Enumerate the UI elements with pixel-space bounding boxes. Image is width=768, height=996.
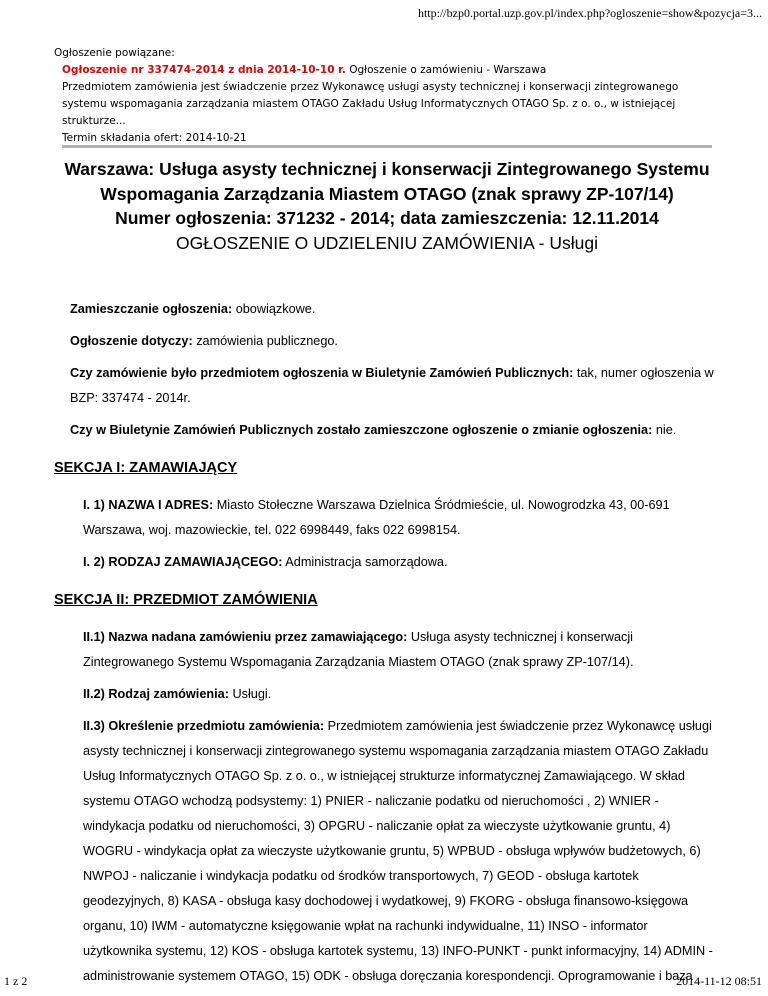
contract-scope: II.3) Określenie przedmiotu zamówienia: Przedmiotem zamówienia jest świadczenie przez Wykonawcę usługi asysty technicznej i konserwacji zintegrowanego systemu wspomagania zarządzania miastem OTAGO Zakładu Usług Informatycznych OTAGO Sp. z o. o., w istniejącej strukturze informatycznej Zamawiającego. W skład systemu OTAGO wchodzą podsystemy: 1) PNIER - naliczanie podatku od nieruchomości , 2) WNIER - windykacja podatku od nieruchomości, 3) OPGRU - naliczanie opłat za wieczyste użytkowanie gruntu, 4) WOGRU - windykacja opłat za wieczyste użytkowanie gruntu, 5) WPBUD - obsługa wpływów budżetowych, 6) NWPOJ - naliczanie i windykacja podatku od środków transportowych, 7) GEOD - obsługa kartotek geodezyjnych, 8) KASA - obsługa kasy dochodowej i wydatkowej, 9) FKORG - obsługa finansowo-księgowa organu, 10) IWM - automatyczne księgowanie wpłat na rachunki indywidualne, 11) INSO - informator użytkownika systemu, 12) KOS - obsługa kartotek systemu, 13) INFO-PUNKT - punkt informacyjny, 14) ADMIN - administrowanie systemem OTAGO, 15) ODK - obsługa doręczania korespondencji. Oprogramowanie i baza: [83, 719, 713, 983]
title-divider: [62, 145, 712, 148]
related-deadline: Termin składania ofert: 2014-10-21: [62, 132, 247, 144]
change-info: Czy w Biuletynie Zamówień Publicznych zostało zamieszczone ogłoszenie o zmianie ogłoszenia: nie.: [70, 423, 677, 437]
related-body: [54, 62, 714, 147]
contract-name: II.1) Nazwa nadana zamówieniu przez zamawiającego: Usługa asysty technicznej i konserwacji Zintegrowanego Systemu Wspomagania Zarządzania Miastem OTAGO (znak sprawy ZP-107/14).: [83, 630, 634, 669]
notice-type: OGŁOSZENIE O UDZIELENIU ZAMÓWIENIA - Usługi: [175, 232, 598, 253]
bzp-info: Czy zamówienie było przedmiotem ogłoszenia w Biuletynie Zamówień Publicznych: tak, numer ogłoszenia w BZP: 337474 - 2014r.: [70, 366, 714, 405]
section-1-heading: SEKCJA I: ZAMAWIAJĄCY: [54, 460, 238, 476]
related-notice: [54, 45, 714, 147]
contracting-authority-type: I. 2) RODZAJ ZAMAWIAJĄCEGO: Administracja samorządowa.: [83, 555, 448, 569]
concerns-info: Ogłoszenie dotyczy: zamówienia publicznego.: [70, 334, 338, 348]
related-link-suffix: Ogłoszenie o zamówieniu - Warszawa: [345, 64, 547, 76]
contract-kind: II.2) Rodzaj zamówienia: Usługi.: [83, 687, 272, 701]
notice-number: Numer ogłoszenia: 371232 - 2014; data zamieszczenia: 12.11.2014: [115, 208, 659, 228]
page-title: [62, 157, 712, 255]
section-2-heading: SEKCJA II: PRZEDMIOT ZAMÓWIENIA: [54, 592, 318, 608]
related-notice-link[interactable]: Ogłoszenie nr 337474-2014 z dnia 2014-10-10 r.: [62, 64, 346, 76]
print-timestamp: 2014-11-12 08:51: [676, 974, 762, 988]
notice-content: [54, 297, 719, 996]
placement-info: Zamieszczanie ogłoszenia: obowiązkowe.: [70, 302, 316, 316]
page-number: 1 z 2: [4, 974, 28, 988]
related-label: Ogłoszenie powiązane:: [54, 47, 175, 59]
title-main: Warszawa: Usługa asysty technicznej i konserwacji Zintegrowanego Systemu Wspomagania Zarządzania Miastem OTAGO (znak sprawy ZP-107/14): [64, 159, 710, 204]
print-url-header: http://bzp0.portal.uzp.gov.pl/index.php?ogloszenie=show&pozycja=3...: [417, 6, 762, 20]
contracting-authority-address: I. 1) NAZWA I ADRES: Miasto Stołeczne Warszawa Dzielnica Śródmieście, ul. Nowogrodzka 43, 00-691 Warszawa, woj. mazowieckie, tel. 022 6998449, faks 022 6998154.: [83, 498, 670, 537]
related-description: Przedmiotem zamówienia jest świadczenie przez Wykonawcę usługi asysty technicznej i konserwacji zintegrowanego systemu wspomagania zarządzania miastem OTAGO Zakładu Usług Informatycznych OTAGO Sp. z o. o., w istniejącej strukturze...: [62, 81, 679, 127]
